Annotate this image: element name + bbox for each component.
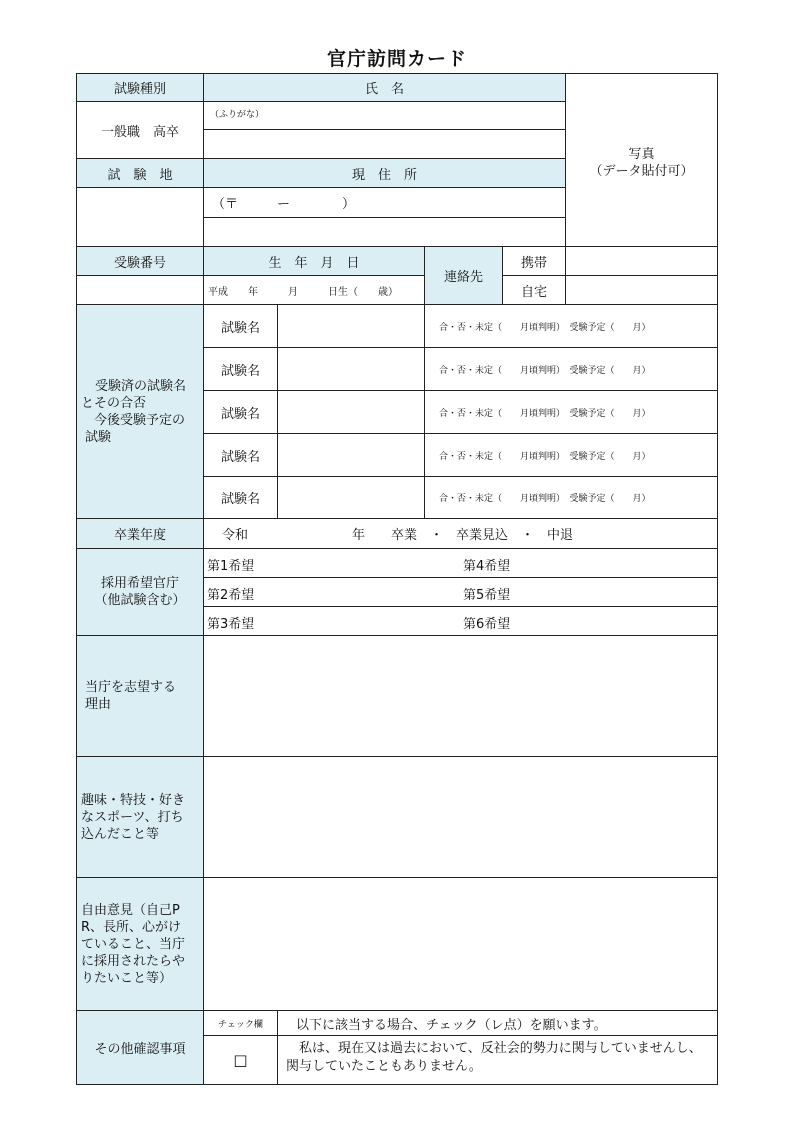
exams-taken-line: 受験済の試験名 [95, 378, 187, 394]
preference-2-label: 第2希望 [207, 588, 255, 603]
graduation-year-label: 卒業年度 [76, 518, 204, 549]
birthdate-field[interactable] [203, 275, 425, 305]
exam-result-field[interactable]: 合・否・未定（ 月頃判明） 受験予定（ 月） [424, 304, 718, 348]
name-field[interactable] [203, 129, 566, 159]
exam-name-label: 試験名 [203, 433, 278, 477]
desired-agencies-label [76, 548, 204, 636]
desired-agencies-line: 採用希望官庁 [100, 576, 179, 591]
free-opinion-line: R、長所、心がけ [81, 919, 182, 935]
contact-label: 連絡先 [424, 246, 503, 305]
exam-number-label: 受験番号 [76, 246, 204, 276]
graduation-year-field[interactable] [203, 518, 718, 549]
page-title: 官庁訪問カード [326, 48, 467, 70]
antisocial-checkbox[interactable]: □ [203, 1035, 278, 1085]
preference-3-label: 第3希望 [207, 617, 255, 632]
reason-line: 理由 [85, 697, 112, 712]
desired-agencies-line: （他試験含む） [94, 593, 186, 608]
birthdate-label: 生 年 月 日 [203, 246, 425, 276]
exams-taken-line: 今後受験予定の [81, 412, 186, 428]
exam-result-field[interactable]: 合・否・未定（ 月頃判明） 受験予定（ 月） [424, 433, 718, 477]
exam-name-label: 試験名 [203, 304, 278, 348]
photo-note: （データ貼付可） [589, 164, 694, 179]
furigana-field[interactable] [203, 101, 566, 130]
name-label: 氏 名 [203, 73, 566, 102]
exams-taken-label [76, 304, 204, 519]
exam-type-value: 一般職 高卒 [76, 101, 204, 159]
exam-name-label: 試験名 [203, 390, 278, 434]
hobbies-label [76, 756, 204, 878]
furigana-label: （ふりがな） [210, 110, 265, 120]
exam-number-field[interactable] [76, 275, 204, 305]
photo-box[interactable] [565, 73, 718, 247]
hobbies-line: 込んだこと等 [81, 826, 160, 842]
exam-name-field[interactable] [277, 347, 425, 391]
exam-name-field[interactable] [277, 304, 425, 348]
reason-line: 当庁を志望する [85, 680, 177, 695]
preference-4-label: 第4希望 [463, 559, 511, 574]
home-label: 自宅 [502, 275, 566, 305]
preference-5-label: 第5希望 [463, 588, 511, 603]
exam-name-field[interactable] [277, 433, 425, 477]
preference-6-label: 第6希望 [463, 617, 511, 632]
mobile-field[interactable] [565, 246, 718, 276]
postal-field[interactable] [203, 187, 566, 218]
exam-name-field[interactable] [277, 476, 425, 519]
other-confirm-label: その他確認事項 [76, 1010, 204, 1085]
exam-result-field[interactable]: 合・否・未定（ 月頃判明） 受験予定（ 月） [424, 390, 718, 434]
reason-label [76, 635, 204, 757]
hobbies-field[interactable] [203, 756, 718, 878]
graduation-year-value: 令和 年 卒業 ・ 卒業見込 ・ 中退 [222, 528, 574, 543]
preference-row[interactable] [203, 606, 718, 636]
exams-taken-line: とその合否 [81, 395, 147, 411]
exam-result-field[interactable]: 合・否・未定（ 月頃判明） 受験予定（ 月） [424, 476, 718, 519]
free-opinion-line: ていること、当庁 [81, 936, 186, 952]
antisocial-statement: 私は、現在又は過去において、反社会的勢力に関与していませんし、関与していたこともありません。 [277, 1035, 718, 1085]
address-field[interactable] [203, 217, 566, 247]
check-instruction: 以下に該当する場合、チェック（レ点）を願います。 [277, 1010, 718, 1036]
hobbies-line: 趣味・特技・好き [81, 792, 186, 808]
address-label: 現 住 所 [203, 158, 566, 188]
preference-1-label: 第1希望 [207, 559, 255, 574]
exam-site-field[interactable] [76, 187, 204, 247]
preference-row[interactable] [203, 548, 718, 578]
free-opinion-label [76, 877, 204, 1011]
free-opinion-line: りたいこと等） [81, 970, 173, 986]
check-column-label: チェック欄 [203, 1010, 278, 1036]
exam-name-field[interactable] [277, 390, 425, 434]
exams-taken-line: 試験 [85, 429, 112, 445]
free-opinion-field[interactable] [203, 877, 718, 1011]
postal-label: （〒 ー ） [212, 197, 356, 212]
mobile-label: 携帯 [502, 246, 566, 276]
home-field[interactable] [565, 275, 718, 305]
free-opinion-line: 自由意見（自己P [81, 902, 180, 918]
reason-field[interactable] [203, 635, 718, 757]
birthdate-value: 平成 年 月 日生（ 歳） [208, 286, 398, 298]
exam-result-field[interactable]: 合・否・未定（ 月頃判明） 受験予定（ 月） [424, 347, 718, 391]
exam-site-label: 試 験 地 [76, 158, 204, 188]
exam-type-label: 試験種別 [76, 73, 204, 102]
photo-label: 写真 [628, 147, 655, 162]
preference-row[interactable] [203, 577, 718, 607]
exam-name-label: 試験名 [203, 476, 278, 519]
exam-name-label: 試験名 [203, 347, 278, 391]
free-opinion-line: に採用されたらや [81, 953, 186, 969]
hobbies-line: なスポーツ、打ち [81, 809, 184, 825]
